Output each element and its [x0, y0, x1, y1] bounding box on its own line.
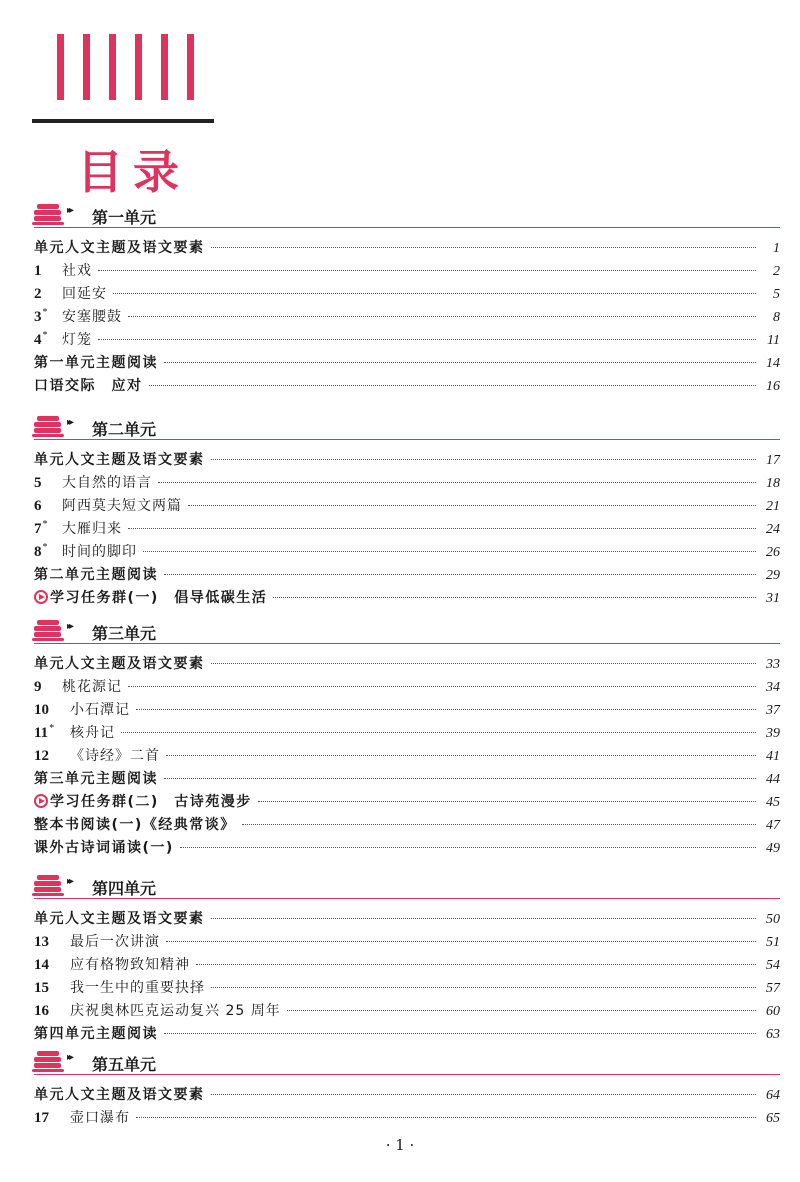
lesson-number: 11 * [34, 723, 66, 742]
entry-title: 《诗经》二首 [70, 748, 160, 764]
toc-entry[interactable] [34, 283, 780, 305]
unit-title: 第二单元 [92, 420, 157, 439]
dot-leader [166, 755, 756, 756]
toc-entry[interactable] [34, 1023, 780, 1045]
toc-entry[interactable] [34, 837, 780, 859]
toc-entry[interactable] [34, 260, 780, 282]
page-ref: 24 [766, 522, 780, 537]
page-ref: 14 [766, 356, 780, 371]
dot-leader [164, 574, 756, 575]
entry-title: 单元人文主题及语文要素 [34, 656, 205, 672]
page-ref: 57 [766, 981, 780, 996]
entry-title: 壶口瀑布 [70, 1110, 130, 1126]
dot-leader [242, 824, 756, 825]
page-title: 目录 [77, 145, 189, 199]
books-icon [34, 620, 64, 642]
double-arrow-icon: ▸▸ [67, 205, 72, 216]
page-ref: 31 [766, 591, 780, 606]
unit-title: 第五单元 [92, 1055, 157, 1074]
entry-title: 课外古诗词诵读(一) [34, 840, 174, 856]
books-icon [34, 875, 64, 897]
page-ref: 54 [766, 958, 780, 973]
entry-title: 学习任务群(一) 倡导低碳生活 [50, 590, 268, 606]
entry-title: 时间的脚印 [62, 544, 137, 560]
dot-leader [180, 847, 756, 848]
title-rule [32, 119, 214, 123]
unit-heading [34, 203, 780, 228]
decorative-stripes [40, 34, 200, 100]
lesson-number: 12 [34, 748, 49, 764]
page-ref: 45 [766, 795, 780, 810]
unit-title: 第四单元 [92, 879, 157, 898]
lesson-number: 1 [34, 263, 42, 279]
page-ref: 5 [773, 287, 780, 302]
double-arrow-icon: ▸▸ [67, 621, 72, 632]
dot-leader [149, 385, 757, 386]
entry-title: 回延安 [62, 286, 107, 302]
entry-title: 桃花源记 [62, 679, 122, 695]
entry-title: 社戏 [62, 263, 92, 279]
entry-title: 第二单元主题阅读 [34, 567, 158, 583]
page-ref: 33 [766, 657, 780, 672]
lesson-number: 16 [34, 1003, 49, 1019]
dot-leader [143, 551, 756, 552]
entry-title: 第三单元主题阅读 [34, 771, 158, 787]
books-icon [34, 416, 64, 438]
dot-leader [136, 1117, 756, 1118]
page-ref: 47 [766, 818, 780, 833]
toc-entry[interactable] [34, 587, 780, 609]
entry-title: 应有格物致知精神 [70, 957, 190, 973]
dot-leader [136, 709, 756, 710]
toc-entry[interactable] [34, 1107, 780, 1129]
entry-title: 口语交际 应对 [34, 378, 143, 394]
lesson-number: 10 [34, 702, 49, 718]
dot-leader [164, 362, 756, 363]
page-ref: 34 [766, 680, 780, 695]
books-icon [34, 204, 64, 226]
page-ref: 1 [773, 241, 780, 256]
play-circle-icon [34, 590, 48, 604]
lesson-number: 14 [34, 957, 49, 973]
lesson-number: 7 * [34, 519, 58, 538]
dot-leader [196, 964, 756, 965]
toc-entry[interactable] [34, 495, 780, 517]
page-ref: 51 [766, 935, 780, 950]
toc-entry[interactable] [34, 564, 780, 586]
dot-leader [164, 778, 756, 779]
entry-title: 整本书阅读(一)《经典常谈》 [34, 817, 236, 833]
entry-title: 单元人文主题及语文要素 [34, 911, 205, 927]
toc-entry[interactable] [34, 745, 780, 767]
dot-leader [211, 918, 757, 919]
entry-title: 单元人文主题及语文要素 [34, 240, 205, 256]
entry-title: 核舟记 [70, 725, 115, 741]
entry-title: 大自然的语言 [62, 475, 152, 491]
double-arrow-icon: ▸▸ [67, 1052, 72, 1063]
entry-title: 单元人文主题及语文要素 [34, 1087, 205, 1103]
entry-title: 最后一次讲演 [70, 934, 160, 950]
page-ref: 16 [766, 379, 780, 394]
page-ref: 17 [766, 453, 780, 468]
dot-leader [128, 316, 756, 317]
page-ref: 63 [766, 1027, 780, 1042]
dot-leader [287, 1010, 756, 1011]
dot-leader [113, 293, 756, 294]
entry-title: 灯笼 [62, 332, 92, 348]
page-ref: 60 [766, 1004, 780, 1019]
unit-heading [34, 415, 780, 440]
toc-entry[interactable] [34, 977, 780, 999]
lesson-number: 3 * [34, 307, 58, 326]
page-ref: 39 [766, 726, 780, 741]
page-ref: 21 [766, 499, 780, 514]
page-number: · 1 · [385, 1136, 415, 1154]
unit-title: 第一单元 [92, 208, 157, 227]
page-ref: 64 [766, 1088, 780, 1103]
unit-heading [34, 874, 780, 899]
toc-entry[interactable] [34, 653, 780, 675]
books-icon [34, 1051, 64, 1073]
page-ref: 49 [766, 841, 780, 856]
entry-title: 单元人文主题及语文要素 [34, 452, 205, 468]
lesson-number: 5 [34, 475, 42, 491]
toc-entry[interactable] [34, 352, 780, 374]
unit-heading [34, 619, 780, 644]
lesson-number: 15 [34, 980, 49, 996]
toc-entry[interactable] [34, 954, 780, 976]
entry-title: 第四单元主题阅读 [34, 1026, 158, 1042]
toc-entry[interactable] [34, 768, 780, 790]
dot-leader [211, 663, 757, 664]
unit-heading [34, 1050, 780, 1075]
dot-leader [158, 482, 756, 483]
page-ref: 44 [766, 772, 780, 787]
entry-title: 安塞腰鼓 [62, 309, 122, 325]
entry-title: 大雁归来 [62, 521, 122, 537]
dot-leader [211, 987, 756, 988]
dot-leader [211, 459, 757, 460]
lesson-number: 13 [34, 934, 49, 950]
double-arrow-icon: ▸▸ [67, 876, 72, 887]
toc-entry[interactable] [34, 518, 780, 540]
entry-title: 学习任务群(二) 古诗苑漫步 [50, 794, 252, 810]
dot-leader [211, 247, 757, 248]
page-ref: 50 [766, 912, 780, 927]
entry-title: 我一生中的重要抉择 [70, 980, 205, 996]
toc-entry[interactable] [34, 449, 780, 471]
page-ref: 26 [766, 545, 780, 560]
toc-entry[interactable] [34, 541, 780, 563]
toc-entry[interactable] [34, 375, 780, 397]
page-ref: 8 [773, 310, 780, 325]
dot-leader [273, 597, 756, 598]
page-ref: 11 [767, 333, 780, 348]
toc-entry[interactable] [34, 699, 780, 721]
toc-entry[interactable] [34, 1084, 780, 1106]
play-circle-icon [34, 794, 48, 808]
dot-leader [98, 270, 756, 271]
lesson-number: 8 * [34, 542, 58, 561]
dot-leader [211, 1094, 757, 1095]
double-arrow-icon: ▸▸ [67, 417, 72, 428]
entry-title: 阿西莫夫短文两篇 [62, 498, 182, 514]
dot-leader [166, 941, 756, 942]
toc-entry[interactable] [34, 931, 780, 953]
dot-leader [258, 801, 756, 802]
lesson-number: 2 [34, 286, 42, 302]
page-ref: 41 [766, 749, 780, 764]
toc-entry[interactable] [34, 306, 780, 328]
toc-entry[interactable] [34, 676, 780, 698]
dot-leader [128, 686, 756, 687]
toc-entry[interactable] [34, 472, 780, 494]
dot-leader [128, 528, 756, 529]
toc-entry[interactable] [34, 908, 780, 930]
page-ref: 18 [766, 476, 780, 491]
lesson-number: 9 [34, 679, 42, 695]
dot-leader [121, 732, 756, 733]
toc-entry[interactable] [34, 1000, 780, 1022]
page-ref: 2 [773, 264, 780, 279]
unit-title: 第三单元 [92, 624, 157, 643]
page-ref: 37 [766, 703, 780, 718]
entry-title: 小石潭记 [70, 702, 130, 718]
lesson-number: 17 [34, 1110, 49, 1126]
lesson-number: 6 [34, 498, 42, 514]
page-ref: 29 [766, 568, 780, 583]
entry-title: 第一单元主题阅读 [34, 355, 158, 371]
lesson-number: 4 * [34, 330, 58, 349]
dot-leader [164, 1033, 756, 1034]
entry-title: 庆祝奥林匹克运动复兴 25 周年 [70, 1003, 281, 1019]
dot-leader [98, 339, 756, 340]
toc-entry[interactable] [34, 791, 780, 813]
toc-entry[interactable] [34, 814, 780, 836]
page-ref: 65 [766, 1111, 780, 1126]
toc-entry[interactable] [34, 329, 780, 351]
dot-leader [188, 505, 756, 506]
toc-entry[interactable] [34, 722, 780, 744]
toc-entry[interactable] [34, 237, 780, 259]
